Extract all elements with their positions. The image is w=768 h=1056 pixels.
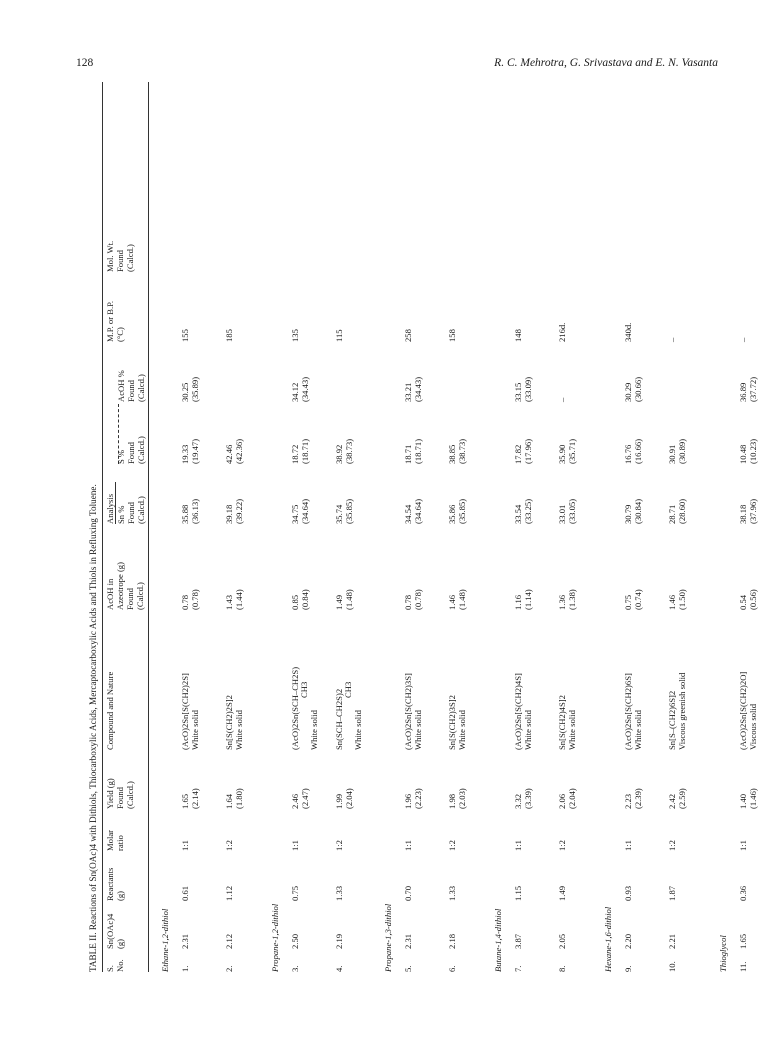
yield-found: 2.46 xyxy=(290,793,300,809)
s-percent-calcd: (18.71) xyxy=(413,438,423,464)
s-percent-calcd: (38.73) xyxy=(344,438,354,464)
s-percent-found: 35.90 xyxy=(557,444,567,464)
yield-found: 1.40 xyxy=(738,793,748,809)
yield-calcd: (2.04) xyxy=(344,788,354,809)
section-title: Hexane-1,6-dithiol xyxy=(603,906,613,972)
molar-ratio: 1:1 xyxy=(403,840,413,851)
header-acp-1: AcOH % xyxy=(116,370,126,402)
s-percent-found: 18.72 xyxy=(290,444,300,464)
s-percent-calcd: (10.23) xyxy=(748,438,758,464)
acoh-azeotrope-calcd: (0.84) xyxy=(300,589,310,610)
compound-formula: Sn(SCH–CH2S)2 xyxy=(334,688,344,750)
compound-nature: Viscous greenish solid xyxy=(677,672,687,750)
yield-found: 2.06 xyxy=(557,793,567,809)
top-rule xyxy=(102,82,103,972)
yield-calcd: (2.03) xyxy=(457,788,467,809)
compound-substituent: CH3 xyxy=(299,681,309,698)
compound-formula: (AcO)2Sn[S(CH2)2O] xyxy=(738,671,748,750)
data-table xyxy=(88,82,758,972)
s-percent-calcd: (38.73) xyxy=(457,438,467,464)
reactant-mass: 0.70 xyxy=(403,885,413,901)
s-percent-found: 19.33 xyxy=(180,444,190,464)
header-snp-1: Sn % xyxy=(116,505,126,524)
reactant-mass: 1.33 xyxy=(334,885,344,901)
acoh-azeotrope-calcd: (0.74) xyxy=(633,589,643,610)
sn-oac4-mass: 3.87 xyxy=(513,933,523,949)
header-molar-1: Molar xyxy=(105,829,115,851)
header-acp-3: (Calcd.) xyxy=(136,374,146,402)
s-percent-found: 18.71 xyxy=(403,444,413,464)
section-title: Propane-1,2-dithiol xyxy=(270,903,280,972)
s-percent-found: 38.92 xyxy=(334,444,344,464)
yield-calcd: (1.80) xyxy=(234,788,244,809)
header-snp-2: Found xyxy=(126,502,136,524)
header-reactants: Reactants xyxy=(105,867,115,901)
compound-formula: (AcO)2Sn[S(CH2)2S] xyxy=(180,673,190,750)
molar-ratio: 1:2 xyxy=(334,840,344,851)
section-title: Ethane-1,2-dithiol xyxy=(160,908,170,972)
acoh-azeotrope-calcd: (1.44) xyxy=(234,589,244,610)
row-number: 8. xyxy=(557,965,567,972)
sn-percent-calcd: (28.60) xyxy=(677,498,687,524)
melting-point: – xyxy=(738,337,748,342)
sn-percent-calcd: (33.25) xyxy=(523,498,533,524)
header-compound: Compound and Nature xyxy=(105,671,115,750)
reactant-mass: 0.93 xyxy=(623,885,633,901)
header-mw-1: Mol. Wt. xyxy=(105,240,115,272)
yield-found: 1.65 xyxy=(180,793,190,809)
compound-nature: White solid xyxy=(523,710,533,750)
acoh-azeotrope-calcd: (0.78) xyxy=(190,589,200,610)
acoh-percent-calcd: (37.72) xyxy=(748,376,758,402)
row-number: 9. xyxy=(623,965,633,972)
header-acoh-3: Found xyxy=(125,588,135,610)
sn-oac4-mass: 2.21 xyxy=(667,933,677,949)
header-snp-3: (Calcd.) xyxy=(136,496,146,524)
reactant-mass: 1.49 xyxy=(557,885,567,901)
header-acp-2: Found xyxy=(126,380,136,402)
header-analysis: Analysis xyxy=(105,493,115,524)
acoh-azeotrope-found: 0.78 xyxy=(180,594,190,610)
compound-substituent: CH3 xyxy=(343,681,353,698)
acoh-percent-found: 33.21 xyxy=(403,382,413,402)
s-percent-calcd: (35.71) xyxy=(567,438,577,464)
sn-percent-found: 33.01 xyxy=(557,504,567,524)
yield-calcd: (2.14) xyxy=(190,788,200,809)
acoh-azeotrope-found: 1.43 xyxy=(224,594,234,610)
yield-found: 1.96 xyxy=(403,793,413,809)
header-sn-1: Sn(OAc)4 xyxy=(105,913,115,949)
acoh-percent-found: 30.25 xyxy=(180,382,190,402)
molar-ratio: 1:1 xyxy=(738,840,748,851)
yield-found: 2.23 xyxy=(623,793,633,809)
header-sp-2: Found xyxy=(126,442,136,464)
header-yield-1: Yield (g) xyxy=(105,778,115,809)
melting-point: 135 xyxy=(290,329,300,342)
acoh-azeotrope-calcd: (1.48) xyxy=(457,589,467,610)
acoh-azeotrope-found: 1.46 xyxy=(667,594,677,610)
compound-formula: (AcO)2Sn[S(CH2)3S] xyxy=(403,673,413,750)
row-number: 2. xyxy=(224,965,234,972)
sn-percent-calcd: (30.84) xyxy=(633,498,643,524)
sn-oac4-mass: 2.20 xyxy=(623,933,633,949)
reactant-mass: 1.33 xyxy=(447,885,457,901)
sn-percent-found: 28.71 xyxy=(667,504,677,524)
sn-oac4-mass: 2.31 xyxy=(180,933,190,949)
sn-percent-calcd: (39.22) xyxy=(234,498,244,524)
yield-found: 1.98 xyxy=(447,793,457,809)
reactant-mass: 1.15 xyxy=(513,885,523,901)
molar-ratio: 1:2 xyxy=(557,840,567,851)
s-percent-calcd: (17.96) xyxy=(523,438,533,464)
running-header-authors: R. C. Mehrotra, G. Srivastava and E. N. Vasanta xyxy=(494,57,718,69)
yield-calcd: (1.46) xyxy=(748,788,758,809)
acoh-azeotrope-found: 0.85 xyxy=(290,594,300,610)
header-mw-2: Found xyxy=(115,250,125,272)
header-mp-1: M.P. or B.P. xyxy=(105,300,115,342)
s-percent-calcd: (16.66) xyxy=(633,438,643,464)
header-mw-3: (Calcd.) xyxy=(125,244,135,272)
reactant-mass: 1.87 xyxy=(667,885,677,901)
row-number: 7. xyxy=(513,965,523,972)
compound-nature: White solid xyxy=(234,710,244,750)
s-percent-found: 42.46 xyxy=(224,444,234,464)
compound-formula: Sn[S(CH2)2S]2 xyxy=(224,695,234,750)
compound-nature: White solid xyxy=(309,710,319,750)
compound-nature: Viscous solid xyxy=(748,703,758,750)
header-sno-2: No. xyxy=(115,959,125,972)
sn-percent-calcd: (35.85) xyxy=(457,498,467,524)
s-percent-calcd: (42.36) xyxy=(234,438,244,464)
header-acoh-1: AcOH in xyxy=(105,578,115,610)
row-number: 4. xyxy=(334,965,344,972)
acoh-percent-found: 33.15 xyxy=(513,382,523,402)
header-reactant-unit: (g) xyxy=(115,890,125,901)
molar-ratio: 1:2 xyxy=(224,840,234,851)
s-percent-found: 10.48 xyxy=(738,444,748,464)
compound-formula: Sn[S(CH2)4S]2 xyxy=(557,695,567,750)
reactant-mass: 0.36 xyxy=(738,885,748,901)
acoh-percent-calcd: (34.43) xyxy=(300,376,310,402)
sn-percent-calcd: (34.64) xyxy=(413,498,423,524)
sn-oac4-mass: 2.18 xyxy=(447,933,457,949)
row-number: 10. xyxy=(667,961,677,972)
acoh-percent-calcd: (30.66) xyxy=(633,376,643,402)
section-title: Thioglycol xyxy=(718,935,728,972)
compound-nature: White solid xyxy=(633,710,643,750)
row-number: 11. xyxy=(738,961,748,972)
compound-formula: Sn[S(CH2)3S]2 xyxy=(447,695,457,750)
sn-percent-found: 35.74 xyxy=(334,504,344,524)
s-percent-found: 17.82 xyxy=(513,444,523,464)
header-sn-2: (g) xyxy=(115,938,125,949)
acoh-azeotrope-found: 1.49 xyxy=(334,594,344,610)
header-yield-3: (Calcd.) xyxy=(125,781,135,809)
sn-percent-found: 34.75 xyxy=(290,504,300,524)
acoh-azeotrope-found: 0.75 xyxy=(623,594,633,610)
yield-calcd: (2.23) xyxy=(413,788,423,809)
acoh-azeotrope-calcd: (1.38) xyxy=(567,589,577,610)
yield-found: 2.42 xyxy=(667,793,677,809)
header-sno-1: S. xyxy=(105,965,115,972)
compound-formula: (AcO)2Sn[S(CH2)4S] xyxy=(513,673,523,750)
sn-oac4-mass: 2.31 xyxy=(403,933,413,949)
compound-formula: (AcO)2Sn[S(CH2)6S] xyxy=(623,673,633,750)
row-number: 3. xyxy=(290,965,300,972)
compound-formula: (AcO)2Sn(SCH–CH2S) xyxy=(290,666,300,750)
melting-point: 185 xyxy=(224,329,234,342)
header-yield-2: Found xyxy=(115,787,125,809)
molar-ratio: 1:1 xyxy=(290,840,300,851)
table-caption: TABLE II. Reactions of Sn(OAc)4 with Dithiols, Thiocarboxylic Acids, Mercaptocarboxylic Acids and Thiols in Refluxing Toluene. xyxy=(88,484,98,972)
row-number: 6. xyxy=(447,965,457,972)
s-percent-calcd: (30.89) xyxy=(677,438,687,464)
acoh-azeotrope-found: 0.54 xyxy=(738,594,748,610)
acoh-azeotrope-calcd: (1.14) xyxy=(523,589,533,610)
sn-percent-calcd: (37.96) xyxy=(748,498,758,524)
acoh-azeotrope-found: 1.16 xyxy=(513,594,523,610)
yield-calcd: (2.59) xyxy=(677,788,687,809)
reactant-mass: 0.75 xyxy=(290,885,300,901)
compound-nature: White solid xyxy=(190,710,200,750)
sn-percent-found: 39.18 xyxy=(224,504,234,524)
header-acoh-4: (Calcd.) xyxy=(135,582,145,610)
acoh-percent-found: 34.12 xyxy=(290,382,300,402)
header-sp-1: S % xyxy=(116,449,126,464)
acoh-percent-found: 36.89 xyxy=(738,382,748,402)
sn-percent-found: 33.54 xyxy=(513,504,523,524)
molar-ratio: 1:2 xyxy=(447,840,457,851)
compound-nature: White solid xyxy=(457,710,467,750)
sn-percent-found: 30.79 xyxy=(623,504,633,524)
melting-point: 155 xyxy=(180,329,190,342)
acoh-percent-calcd: (35.89) xyxy=(190,376,200,402)
header-sp-3: (Calcd.) xyxy=(136,436,146,464)
page-number: 128 xyxy=(76,57,94,69)
melting-point: 115 xyxy=(334,329,344,342)
s-percent-found: 16.76 xyxy=(623,444,633,464)
sn-oac4-mass: 2.19 xyxy=(334,933,344,949)
compound-nature: White solid xyxy=(567,710,577,750)
molar-ratio: 1:1 xyxy=(513,840,523,851)
sn-oac4-mass: 2.50 xyxy=(290,933,300,949)
melting-point: 340d. xyxy=(623,322,633,342)
sn-percent-calcd: (33.05) xyxy=(567,498,577,524)
melting-point: 148 xyxy=(513,329,523,342)
compound-nature: White solid xyxy=(413,710,423,750)
acoh-azeotrope-calcd: (1.48) xyxy=(344,589,354,610)
yield-found: 3.32 xyxy=(513,793,523,809)
molar-ratio: 1:2 xyxy=(667,840,677,851)
sn-oac4-mass: 2.05 xyxy=(557,933,567,949)
sn-percent-calcd: (36.13) xyxy=(190,498,200,524)
s-percent-found: 30.91 xyxy=(667,444,677,464)
sn-percent-found: 35.86 xyxy=(447,504,457,524)
sn-percent-calcd: (35.85) xyxy=(344,498,354,524)
yield-found: 1.99 xyxy=(334,793,344,809)
yield-calcd: (2.39) xyxy=(633,788,643,809)
molar-ratio: 1:1 xyxy=(180,840,190,851)
row-number: 1. xyxy=(180,965,190,972)
sn-percent-calcd: (34.64) xyxy=(300,498,310,524)
acoh-azeotrope-calcd: (0.78) xyxy=(413,589,423,610)
yield-calcd: (2.47) xyxy=(300,788,310,809)
yield-calcd: (2.04) xyxy=(567,788,577,809)
compound-formula: Sn[S–(CH2)6S]2 xyxy=(667,690,677,750)
s-percent-calcd: (18.71) xyxy=(300,438,310,464)
melting-point: 258 xyxy=(403,329,413,342)
compound-nature: White solid xyxy=(353,710,363,750)
molar-ratio: 1:1 xyxy=(623,840,633,851)
sn-percent-found: 35.88 xyxy=(180,504,190,524)
acoh-percent-found: – xyxy=(557,397,567,402)
sn-oac4-mass: 1.65 xyxy=(738,933,748,949)
acoh-azeotrope-found: 1.36 xyxy=(557,594,567,610)
s-percent-found: 38.85 xyxy=(447,444,457,464)
sn-oac4-mass: 2.12 xyxy=(224,933,234,949)
acoh-azeotrope-calcd: (0.56) xyxy=(748,589,758,610)
melting-point: 158 xyxy=(447,329,457,342)
section-title: Butane-1,4-dithiol xyxy=(493,908,503,972)
acoh-percent-calcd: (33.09) xyxy=(523,376,533,402)
header-mp-2: (°C) xyxy=(115,327,125,342)
section-title: Propane-1,3-dithiol xyxy=(383,903,393,972)
acoh-azeotrope-found: 1.46 xyxy=(447,594,457,610)
acoh-percent-calcd: (34.43) xyxy=(413,376,423,402)
header-acoh-2: Azeotrope (g) xyxy=(115,562,125,610)
melting-point: 216d. xyxy=(557,322,567,342)
header-molar-2: ratio xyxy=(115,835,125,851)
reactant-mass: 0.61 xyxy=(180,885,190,901)
yield-found: 1.64 xyxy=(224,793,234,809)
melting-point: – xyxy=(667,337,677,342)
s-percent-calcd: (19.47) xyxy=(190,438,200,464)
sn-percent-found: 34.54 xyxy=(403,504,413,524)
sn-percent-found: 38.18 xyxy=(738,504,748,524)
acoh-percent-found: 30.29 xyxy=(623,382,633,402)
header-rule xyxy=(148,82,149,972)
row-number: 5. xyxy=(403,965,413,972)
yield-calcd: (3.39) xyxy=(523,788,533,809)
acoh-azeotrope-calcd: (1.50) xyxy=(677,589,687,610)
reactant-mass: 1.12 xyxy=(224,885,234,901)
acoh-azeotrope-found: 0.78 xyxy=(403,594,413,610)
